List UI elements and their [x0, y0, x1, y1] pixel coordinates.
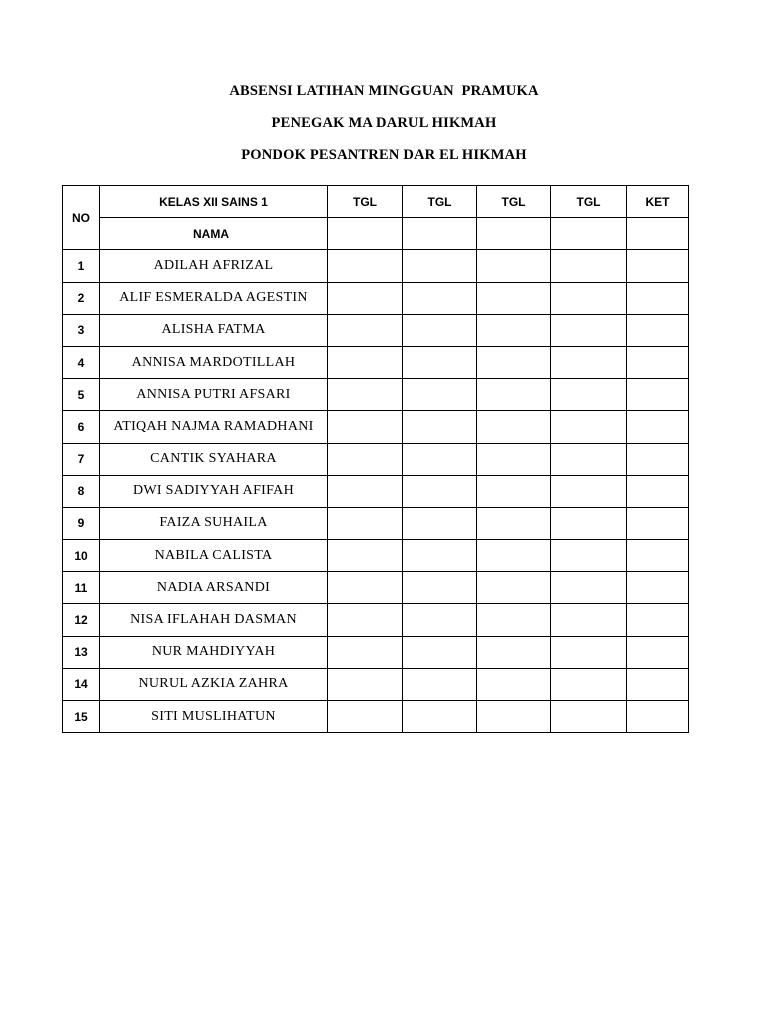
student-name: ALIF ESMERALDA AGESTIN: [100, 282, 328, 314]
header-date-cell-1[interactable]: [328, 218, 403, 250]
attendance-cell-date-2[interactable]: [403, 346, 477, 378]
attendance-cell-date-4[interactable]: [551, 604, 627, 636]
attendance-cell-date-1[interactable]: [328, 314, 403, 346]
header-row-class: [63, 186, 689, 218]
attendance-cell-date-1[interactable]: [328, 636, 403, 668]
row-number: 7: [63, 443, 100, 475]
header-name: NAMA: [100, 218, 328, 250]
row-number: 9: [63, 507, 100, 539]
remarks-cell[interactable]: [627, 443, 689, 475]
attendance-cell-date-2[interactable]: [403, 507, 477, 539]
remarks-cell[interactable]: [627, 701, 689, 733]
attendance-cell-date-4[interactable]: [551, 507, 627, 539]
attendance-cell-date-2[interactable]: [403, 411, 477, 443]
student-name: NISA IFLAHAH DASMAN: [100, 604, 328, 636]
attendance-cell-date-1[interactable]: [328, 540, 403, 572]
table-row: [63, 636, 689, 668]
attendance-cell-date-2[interactable]: [403, 636, 477, 668]
attendance-cell-date-3[interactable]: [477, 250, 551, 282]
attendance-cell-date-4[interactable]: [551, 540, 627, 572]
row-number: 2: [63, 282, 100, 314]
attendance-cell-date-3[interactable]: [477, 282, 551, 314]
header-date-cell-3[interactable]: [477, 218, 551, 250]
attendance-cell-date-3[interactable]: [477, 314, 551, 346]
attendance-cell-date-3[interactable]: [477, 701, 551, 733]
student-name: FAIZA SUHAILA: [100, 507, 328, 539]
attendance-cell-date-2[interactable]: [403, 282, 477, 314]
attendance-cell-date-1[interactable]: [328, 346, 403, 378]
attendance-cell-date-2[interactable]: [403, 701, 477, 733]
remarks-cell[interactable]: [627, 346, 689, 378]
header-remarks: KET: [627, 186, 689, 218]
attendance-cell-date-4[interactable]: [551, 411, 627, 443]
attendance-cell-date-2[interactable]: [403, 443, 477, 475]
student-name: ANNISA PUTRI AFSARI: [100, 379, 328, 411]
remarks-cell[interactable]: [627, 475, 689, 507]
remarks-cell[interactable]: [627, 250, 689, 282]
table-row: [63, 507, 689, 539]
header-date-2: TGL: [403, 186, 477, 218]
attendance-cell-date-4[interactable]: [551, 282, 627, 314]
attendance-cell-date-4[interactable]: [551, 572, 627, 604]
table-row: [63, 475, 689, 507]
attendance-cell-date-2[interactable]: [403, 668, 477, 700]
attendance-table: [62, 185, 689, 733]
student-name: ANNISA MARDOTILLAH: [100, 346, 328, 378]
remarks-cell[interactable]: [627, 411, 689, 443]
attendance-cell-date-1[interactable]: [328, 282, 403, 314]
attendance-cell-date-2[interactable]: [403, 314, 477, 346]
header-class: KELAS XII SAINS 1: [100, 186, 328, 218]
attendance-cell-date-2[interactable]: [403, 379, 477, 411]
attendance-cell-date-3[interactable]: [477, 379, 551, 411]
student-name: ADILAH AFRIZAL: [100, 250, 328, 282]
table-row: [63, 540, 689, 572]
header-row-name: [63, 218, 689, 250]
attendance-cell-date-3[interactable]: [477, 411, 551, 443]
attendance-cell-date-4[interactable]: [551, 379, 627, 411]
table-row: [63, 346, 689, 378]
attendance-cell-date-1[interactable]: [328, 604, 403, 636]
attendance-cell-date-3[interactable]: [477, 475, 551, 507]
table-row: [63, 411, 689, 443]
remarks-cell[interactable]: [627, 540, 689, 572]
header-date-4: TGL: [551, 186, 627, 218]
attendance-cell-date-3[interactable]: [477, 346, 551, 378]
remarks-cell[interactable]: [627, 379, 689, 411]
attendance-cell-date-3[interactable]: [477, 604, 551, 636]
attendance-cell-date-2[interactable]: [403, 572, 477, 604]
row-number: 3: [63, 314, 100, 346]
header-no: NO: [63, 186, 100, 250]
row-number: 12: [63, 604, 100, 636]
attendance-cell-date-4[interactable]: [551, 701, 627, 733]
row-number: 8: [63, 475, 100, 507]
student-name: SITI MUSLIHATUN: [100, 701, 328, 733]
table-row: [63, 282, 689, 314]
row-number: 11: [63, 572, 100, 604]
table-row: [63, 250, 689, 282]
attendance-cell-date-1[interactable]: [328, 379, 403, 411]
student-name: NURUL AZKIA ZAHRA: [100, 668, 328, 700]
row-number: 14: [63, 668, 100, 700]
row-number: 10: [63, 540, 100, 572]
row-number: 6: [63, 411, 100, 443]
header-date-3: TGL: [477, 186, 551, 218]
attendance-cell-date-1[interactable]: [328, 411, 403, 443]
attendance-cell-date-1[interactable]: [328, 250, 403, 282]
row-number: 15: [63, 701, 100, 733]
attendance-cell-date-1[interactable]: [328, 507, 403, 539]
attendance-cell-date-1[interactable]: [328, 443, 403, 475]
header-date-cell-2[interactable]: [403, 218, 477, 250]
header-remarks-cell[interactable]: [627, 218, 689, 250]
attendance-cell-date-4[interactable]: [551, 475, 627, 507]
row-number: 13: [63, 636, 100, 668]
attendance-cell-date-4[interactable]: [551, 250, 627, 282]
attendance-cell-date-2[interactable]: [403, 540, 477, 572]
attendance-cell-date-1[interactable]: [328, 701, 403, 733]
attendance-cell-date-3[interactable]: [477, 507, 551, 539]
attendance-cell-date-3[interactable]: [477, 636, 551, 668]
remarks-cell[interactable]: [627, 668, 689, 700]
attendance-cell-date-1[interactable]: [328, 572, 403, 604]
attendance-cell-date-1[interactable]: [328, 668, 403, 700]
student-name: CANTIK SYAHARA: [100, 443, 328, 475]
header-date-1: TGL: [328, 186, 403, 218]
attendance-cell-date-4[interactable]: [551, 636, 627, 668]
remarks-cell[interactable]: [627, 314, 689, 346]
attendance-cell-date-3[interactable]: [477, 540, 551, 572]
document-title: ABSENSI LATIHAN MINGGUAN PRAMUKA: [229, 83, 539, 99]
row-number: 5: [63, 379, 100, 411]
remarks-cell[interactable]: [627, 282, 689, 314]
table-row: [63, 443, 689, 475]
attendance-cell-date-2[interactable]: [403, 475, 477, 507]
student-name: NADIA ARSANDI: [100, 572, 328, 604]
remarks-cell[interactable]: [627, 507, 689, 539]
attendance-cell-date-3[interactable]: [477, 443, 551, 475]
table-row: [63, 572, 689, 604]
table-row: [63, 701, 689, 733]
remarks-cell[interactable]: [627, 572, 689, 604]
attendance-cell-date-4[interactable]: [551, 314, 627, 346]
student-name: ALISHA FATMA: [100, 314, 328, 346]
attendance-cell-date-2[interactable]: [403, 604, 477, 636]
attendance-cell-date-4[interactable]: [551, 668, 627, 700]
attendance-cell-date-4[interactable]: [551, 443, 627, 475]
attendance-table-body: [63, 186, 689, 733]
row-number: 1: [63, 250, 100, 282]
student-name: NABILA CALISTA: [100, 540, 328, 572]
table-row: [63, 604, 689, 636]
student-name: NUR MAHDIYYAH: [100, 636, 328, 668]
table-row: [63, 668, 689, 700]
table-row: [63, 379, 689, 411]
table-row: [63, 314, 689, 346]
attendance-cell-date-4[interactable]: [551, 346, 627, 378]
attendance-cell-date-1[interactable]: [328, 475, 403, 507]
attendance-cell-date-3[interactable]: [477, 668, 551, 700]
remarks-cell[interactable]: [627, 604, 689, 636]
attendance-cell-date-2[interactable]: [403, 250, 477, 282]
student-name: ATIQAH NAJMA RAMADHANI: [100, 411, 328, 443]
document-subtitle-unit: PENEGAK MA DARUL HIKMAH: [271, 115, 497, 131]
row-number: 4: [63, 346, 100, 378]
attendance-cell-date-3[interactable]: [477, 572, 551, 604]
student-name: DWI SADIYYAH AFIFAH: [100, 475, 328, 507]
remarks-cell[interactable]: [627, 636, 689, 668]
header-date-cell-4[interactable]: [551, 218, 627, 250]
document-subtitle-school: PONDOK PESANTREN DAR EL HIKMAH: [241, 147, 527, 163]
